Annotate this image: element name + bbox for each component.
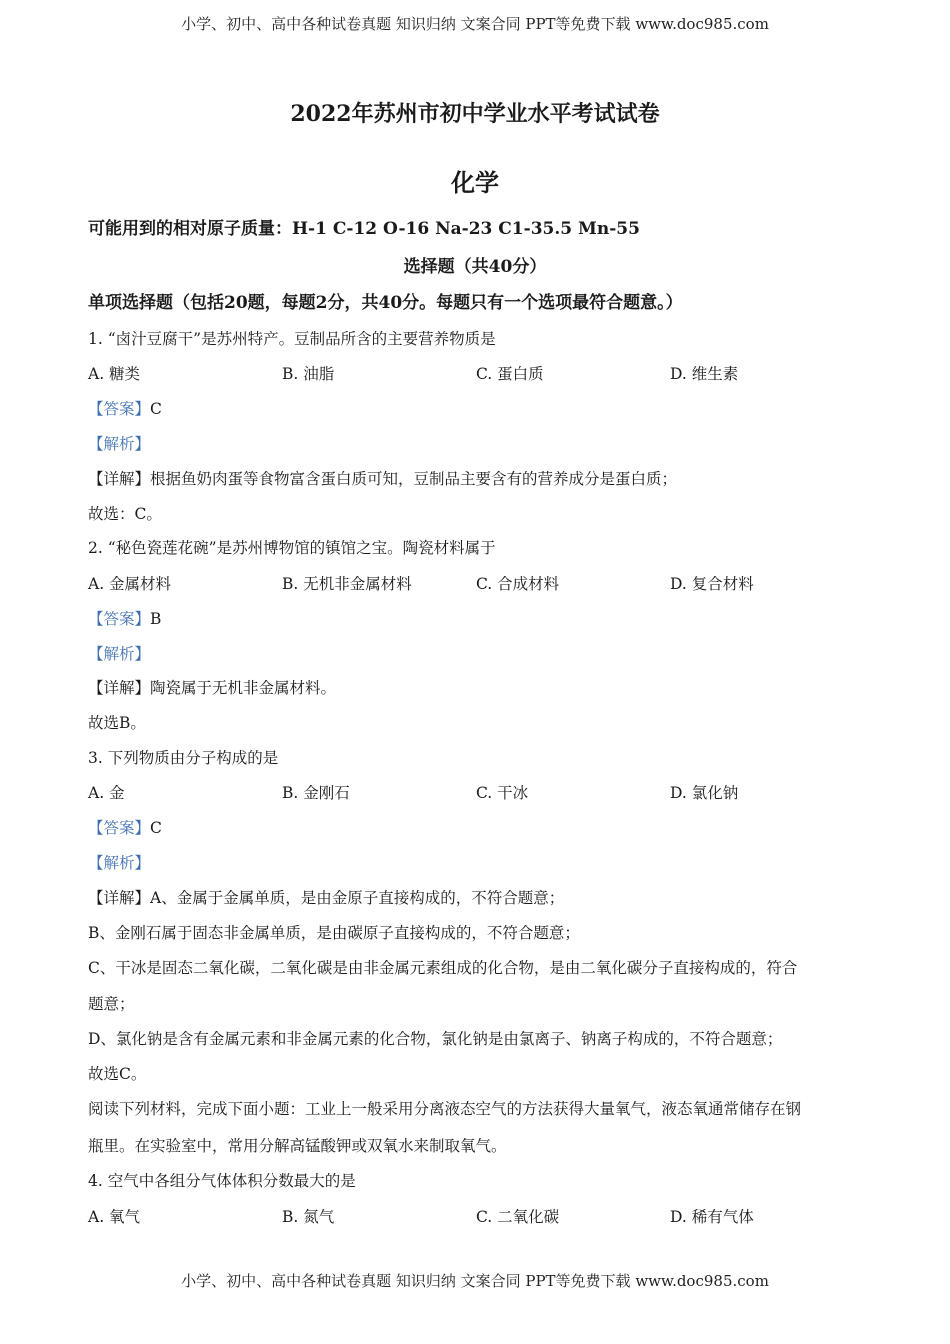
q4-option-c: C. 二氧化碳 (476, 1208, 560, 1226)
q2-answer-value: B (150, 610, 162, 628)
page-header: 小学、初中、高中各种试卷真题 知识归纳 文案合同 PPT等免费下载 www.doc985.com (181, 15, 769, 33)
q1-conclusion: 故选：C。 (88, 505, 162, 523)
detail-label: 【详解】 (88, 679, 151, 697)
q3-detail-text: A、金属于金属单质，是由金原子直接构成的，不符合题意； (150, 889, 565, 907)
q4-stem: 4. 空气中各组分气体体积分数最大的是 (88, 1172, 356, 1190)
q3-line-c1: C、干冰是固态二氧化碳，二氧化碳是由非金属元素组成的化合物，是由二氧化碳分子直接构成的，符合 (88, 959, 798, 977)
q2-conclusion: 故选B。 (88, 714, 146, 732)
q1-option-b: B. 油脂 (282, 365, 335, 383)
q3-option-b: B. 金刚石 (282, 784, 350, 802)
q2-detail (88, 677, 868, 699)
q2-option-b: B. 无机非金属材料 (282, 575, 412, 593)
q3-answer-value: C (150, 819, 162, 837)
q3-stem: 3. 下列物质由分子构成的是 (88, 749, 279, 767)
answer-label: 【答案】 (88, 819, 151, 837)
q4-options (88, 1206, 868, 1228)
q3-detail (88, 887, 868, 909)
analysis-label: 【解析】 (88, 645, 151, 663)
detail-label: 【详解】 (88, 889, 151, 907)
subject-title: 化学 (451, 168, 499, 197)
q1-answer-value: C (150, 400, 162, 418)
q4-option-d: D. 稀有气体 (670, 1208, 754, 1226)
q3-option-d: D. 氯化钠 (670, 784, 739, 802)
q1-option-c: C. 蛋白质 (476, 365, 544, 383)
exam-title: 2022年苏州市初中学业水平考试试卷 (290, 101, 660, 127)
q2-detail-text: 陶瓷属于无机非金属材料。 (150, 679, 337, 697)
q2-analysis (88, 643, 868, 665)
section-instructions: 单项选择题（包括20题，每题2分，共40分。每题只有一个选项最符合题意。） (88, 293, 683, 313)
q1-option-a: A. 糖类 (88, 365, 141, 383)
q4-option-b: B. 氮气 (282, 1208, 335, 1226)
q3-answer (88, 817, 868, 839)
reading-line-2: 瓶里。在实验室中，常用分解高锰酸钾或双氧水来制取氧气。 (88, 1137, 507, 1155)
reading-line-1: 阅读下列材料，完成下面小题：工业上一般采用分离液态空气的方法获得大量氧气，液态氧通常储存在钢 (88, 1100, 802, 1118)
page-footer: 小学、初中、高中各种试卷真题 知识归纳 文案合同 PPT等免费下载 www.doc985.com (181, 1272, 769, 1290)
q3-option-c: C. 干冰 (476, 784, 529, 802)
q2-stem: 2. “秘色瓷莲花碗”是苏州博物馆的镇馆之宝。陶瓷材料属于 (88, 539, 496, 557)
q3-option-a: A. 金 (88, 784, 125, 802)
atomic-masses: 可能用到的相对原子质量：H-1 C-12 O-16 Na-23 C1-35.5 Mn-55 (88, 219, 640, 239)
section-title: 选择题（共40分） (403, 257, 547, 277)
q2-answer (88, 608, 868, 630)
answer-label: 【答案】 (88, 610, 151, 628)
q3-line-c2: 题意； (88, 995, 135, 1013)
analysis-label: 【解析】 (88, 435, 151, 453)
q3-options (88, 782, 868, 804)
q3-line-b: B、金刚石属于固态非金属单质，是由碳原子直接构成的，不符合题意； (88, 924, 580, 942)
analysis-label: 【解析】 (88, 854, 151, 872)
q2-options (88, 573, 868, 595)
q1-answer (88, 398, 868, 420)
q3-conclusion: 故选C。 (88, 1065, 147, 1083)
q1-detail-text: 根据鱼奶肉蛋等食物富含蛋白质可知，豆制品主要含有的营养成分是蛋白质； (150, 470, 678, 488)
q3-analysis (88, 852, 868, 874)
answer-label: 【答案】 (88, 400, 151, 418)
q4-option-a: A. 氧气 (88, 1208, 141, 1226)
q1-detail (88, 468, 868, 490)
q2-option-d: D. 复合材料 (670, 575, 754, 593)
q2-option-a: A. 金属材料 (88, 575, 172, 593)
q1-stem: 1. “卤汁豆腐干”是苏州特产。豆制品所含的主要营养物质是 (88, 330, 496, 348)
q1-analysis (88, 433, 868, 455)
q1-option-d: D. 维生素 (670, 365, 739, 383)
q3-line-d: D、氯化钠是含有金属元素和非金属元素的化合物，氯化钠是由氯离子、钠离子构成的，不符合题意； (88, 1030, 783, 1048)
q1-options (88, 363, 868, 385)
detail-label: 【详解】 (88, 470, 151, 488)
q2-option-c: C. 合成材料 (476, 575, 560, 593)
